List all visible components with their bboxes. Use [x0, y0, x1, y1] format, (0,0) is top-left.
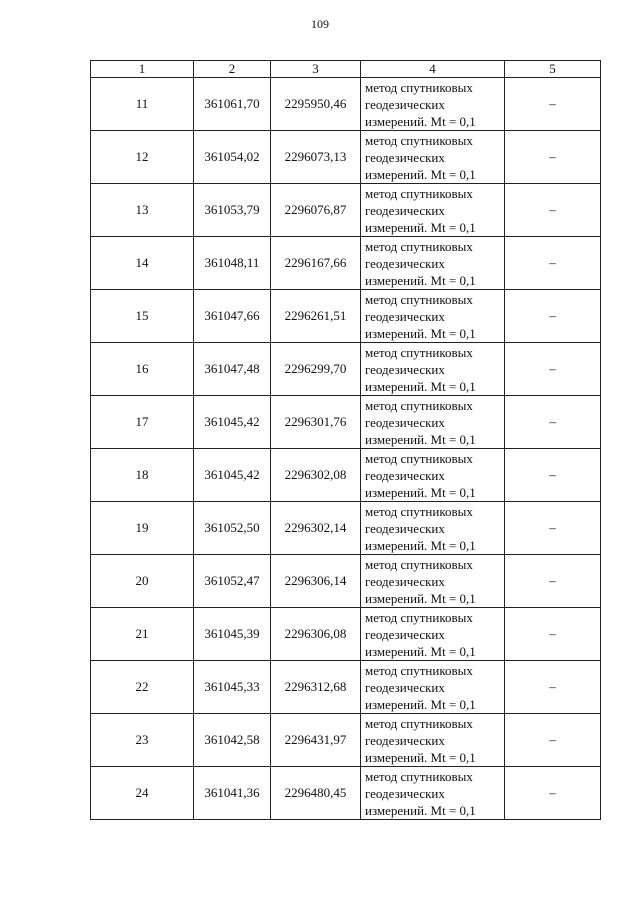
method-cell — [361, 714, 505, 767]
method-line: измерений. Mt = 0,1 — [365, 590, 476, 606]
method-line: геодезических — [365, 149, 445, 165]
point-number-cell: 18 — [91, 449, 194, 502]
table-row — [91, 767, 601, 820]
method-cell — [361, 396, 505, 449]
method-line: метод спутниковых — [365, 397, 473, 413]
point-number-cell: 19 — [91, 502, 194, 555]
method-cell — [361, 608, 505, 661]
table-row — [91, 290, 601, 343]
method-line: метод спутниковых — [365, 715, 473, 731]
y-coordinate-cell: 2296299,70 — [271, 343, 361, 396]
x-coordinate-cell: 361045,42 — [194, 396, 271, 449]
method-cell — [361, 184, 505, 237]
x-coordinate-cell: 361061,70 — [194, 78, 271, 131]
y-coordinate-cell: 2296301,76 — [271, 396, 361, 449]
table-row — [91, 184, 601, 237]
method-line: геодезических — [365, 414, 445, 430]
note-cell: – — [505, 502, 601, 555]
method-line: измерений. Mt = 0,1 — [365, 113, 476, 129]
y-coordinate-cell: 2296261,51 — [271, 290, 361, 343]
method-line: метод спутниковых — [365, 662, 473, 678]
method-line: геодезических — [365, 679, 445, 695]
method-line: геодезических — [365, 626, 445, 642]
x-coordinate-cell: 361048,11 — [194, 237, 271, 290]
method-line: метод спутниковых — [365, 291, 473, 307]
method-line: геодезических — [365, 732, 445, 748]
table-row — [91, 449, 601, 502]
note-cell: – — [505, 396, 601, 449]
table-body — [91, 78, 601, 820]
method-line: метод спутниковых — [365, 185, 473, 201]
method-line: измерений. Mt = 0,1 — [365, 484, 476, 500]
note-cell: – — [505, 290, 601, 343]
table-row — [91, 608, 601, 661]
method-line: геодезических — [365, 467, 445, 483]
x-coordinate-cell: 361045,42 — [194, 449, 271, 502]
table-row — [91, 502, 601, 555]
note-cell: – — [505, 767, 601, 820]
method-line: измерений. Mt = 0,1 — [365, 749, 476, 765]
method-cell — [361, 502, 505, 555]
method-cell — [361, 78, 505, 131]
y-coordinate-cell: 2296312,68 — [271, 661, 361, 714]
note-cell: – — [505, 449, 601, 502]
method-line: метод спутниковых — [365, 79, 473, 95]
column-header: 2 — [194, 61, 271, 78]
note-cell: – — [505, 714, 601, 767]
point-number-cell: 23 — [91, 714, 194, 767]
method-line: метод спутниковых — [365, 450, 473, 466]
point-number-cell: 17 — [91, 396, 194, 449]
method-line: измерений. Mt = 0,1 — [365, 166, 476, 182]
point-number-cell: 24 — [91, 767, 194, 820]
method-line: геодезических — [365, 573, 445, 589]
method-line: метод спутниковых — [365, 556, 473, 572]
method-line: измерений. Mt = 0,1 — [365, 272, 476, 288]
page-number: 109 — [311, 17, 329, 31]
y-coordinate-cell: 2296076,87 — [271, 184, 361, 237]
method-line: измерений. Mt = 0,1 — [365, 219, 476, 235]
y-coordinate-cell: 2296302,08 — [271, 449, 361, 502]
coordinates-table — [90, 60, 601, 820]
x-coordinate-cell: 361047,66 — [194, 290, 271, 343]
note-cell: – — [505, 131, 601, 184]
column-header: 1 — [91, 61, 194, 78]
x-coordinate-cell: 361041,36 — [194, 767, 271, 820]
table-row — [91, 714, 601, 767]
y-coordinate-cell: 2296073,13 — [271, 131, 361, 184]
point-number-cell: 12 — [91, 131, 194, 184]
note-cell: – — [505, 184, 601, 237]
y-coordinate-cell: 2295950,46 — [271, 78, 361, 131]
table-row — [91, 396, 601, 449]
method-cell — [361, 661, 505, 714]
point-number-cell: 21 — [91, 608, 194, 661]
method-line: геодезических — [365, 520, 445, 536]
point-number-cell: 15 — [91, 290, 194, 343]
method-line: измерений. Mt = 0,1 — [365, 431, 476, 447]
note-cell: – — [505, 78, 601, 131]
method-line: метод спутниковых — [365, 768, 473, 784]
note-cell: – — [505, 608, 601, 661]
column-header: 4 — [361, 61, 505, 78]
y-coordinate-cell: 2296306,08 — [271, 608, 361, 661]
note-cell: – — [505, 237, 601, 290]
method-cell — [361, 449, 505, 502]
method-line: метод спутниковых — [365, 132, 473, 148]
y-coordinate-cell: 2296431,97 — [271, 714, 361, 767]
method-line: геодезических — [365, 96, 445, 112]
point-number-cell: 20 — [91, 555, 194, 608]
point-number-cell: 16 — [91, 343, 194, 396]
x-coordinate-cell: 361054,02 — [194, 131, 271, 184]
x-coordinate-cell: 361045,39 — [194, 608, 271, 661]
y-coordinate-cell: 2296302,14 — [271, 502, 361, 555]
x-coordinate-cell: 361047,48 — [194, 343, 271, 396]
method-line: метод спутниковых — [365, 503, 473, 519]
y-coordinate-cell: 2296306,14 — [271, 555, 361, 608]
method-cell — [361, 555, 505, 608]
point-number-cell: 11 — [91, 78, 194, 131]
column-header: 5 — [505, 61, 601, 78]
point-number-cell: 13 — [91, 184, 194, 237]
method-line: геодезических — [365, 255, 445, 271]
method-line: измерений. Mt = 0,1 — [365, 643, 476, 659]
note-cell: – — [505, 343, 601, 396]
method-line: геодезических — [365, 785, 445, 801]
method-line: измерений. Mt = 0,1 — [365, 802, 476, 818]
method-line: метод спутниковых — [365, 344, 473, 360]
method-line: измерений. Mt = 0,1 — [365, 537, 476, 553]
y-coordinate-cell: 2296167,66 — [271, 237, 361, 290]
method-cell — [361, 290, 505, 343]
note-cell: – — [505, 661, 601, 714]
method-line: измерений. Mt = 0,1 — [365, 378, 476, 394]
method-line: метод спутниковых — [365, 609, 473, 625]
method-line: метод спутниковых — [365, 238, 473, 254]
note-cell: – — [505, 555, 601, 608]
method-line: измерений. Mt = 0,1 — [365, 325, 476, 341]
table-row — [91, 78, 601, 131]
table-row — [91, 343, 601, 396]
x-coordinate-cell: 361052,47 — [194, 555, 271, 608]
y-coordinate-cell: 2296480,45 — [271, 767, 361, 820]
x-coordinate-cell: 361045,33 — [194, 661, 271, 714]
method-line: геодезических — [365, 308, 445, 324]
method-cell — [361, 131, 505, 184]
x-coordinate-cell: 361053,79 — [194, 184, 271, 237]
x-coordinate-cell: 361052,50 — [194, 502, 271, 555]
method-cell — [361, 343, 505, 396]
table-row — [91, 237, 601, 290]
method-line: геодезических — [365, 361, 445, 377]
table-row — [91, 131, 601, 184]
table-row — [91, 661, 601, 714]
point-number-cell: 22 — [91, 661, 194, 714]
table-header-row — [91, 61, 601, 78]
method-cell — [361, 767, 505, 820]
x-coordinate-cell: 361042,58 — [194, 714, 271, 767]
table-row — [91, 555, 601, 608]
method-line: измерений. Mt = 0,1 — [365, 696, 476, 712]
column-header: 3 — [271, 61, 361, 78]
point-number-cell: 14 — [91, 237, 194, 290]
method-cell — [361, 237, 505, 290]
method-line: геодезических — [365, 202, 445, 218]
